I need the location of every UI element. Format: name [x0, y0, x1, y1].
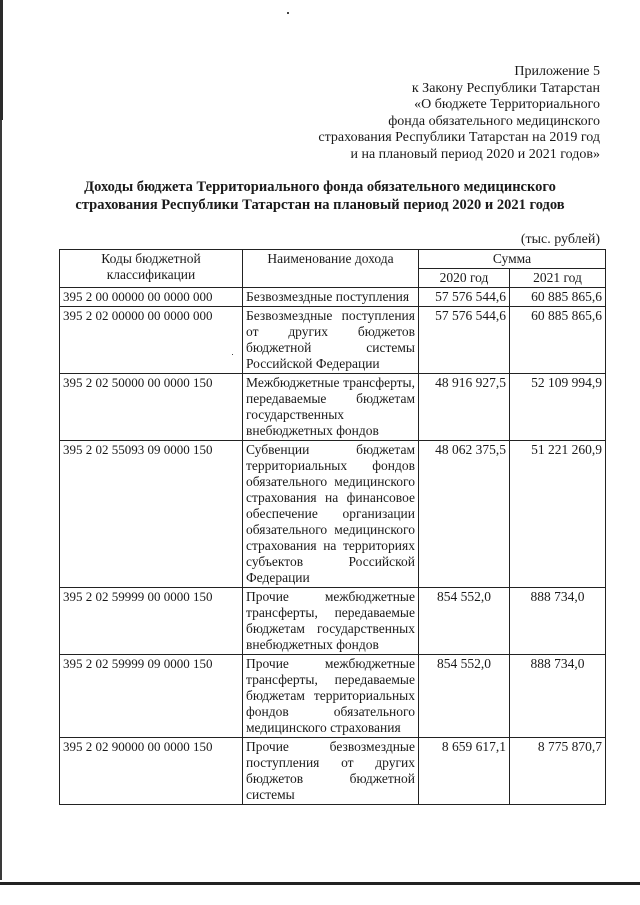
- cell-2021: 60 885 865,6: [510, 307, 606, 374]
- header-year-2021: 2021 год: [510, 269, 606, 288]
- cell-2020: 854 552,0: [419, 588, 510, 655]
- units-label: (тыс. рублей): [520, 232, 600, 247]
- cell-name: Субвенции бюджетам территориальных фондов обязательного медицинского страхования на финансовое обеспечение организации обязательного медицинского страхования на территориях субъектов Российской Федерации: [243, 441, 419, 588]
- scan-edge-left: [0, 120, 2, 880]
- scan-edge-bottom: [0, 882, 640, 885]
- table-row: [60, 441, 606, 588]
- header-code: Коды бюджетной классификации: [60, 250, 243, 288]
- cell-2021: 52 109 994,9: [510, 374, 606, 441]
- cell-code: 395 2 02 50000 00 0000 150: [60, 374, 243, 441]
- cell-code: 395 2 02 00000 00 0000 000: [60, 307, 243, 374]
- header-name: Наименование дохода: [243, 250, 419, 288]
- appendix-line: страхования Республики Татарстан на 2019 год: [318, 130, 600, 145]
- scan-speck: [287, 12, 289, 14]
- appendix-line: к Закону Республики Татарстан: [411, 80, 600, 96]
- cell-2020: 48 062 375,5: [419, 441, 510, 588]
- header-sum: Сумма: [419, 250, 606, 269]
- table-row: [60, 307, 606, 374]
- cell-name: Прочие межбюджетные трансферты, передаваемые бюджетам территориальных фондов обязательного медицинского страхования: [243, 655, 419, 738]
- cell-code: 395 2 02 59999 00 0000 150: [60, 588, 243, 655]
- cell-code: 395 2 02 55093 09 0000 150: [60, 441, 243, 588]
- cell-name: Безвозмездные поступления от других бюджетов бюджетной системы Российской Федерации: [243, 307, 419, 374]
- table-row: [60, 288, 606, 307]
- cell-name: Прочие межбюджетные трансферты, передаваемые бюджетам государственных внебюджетных фондов: [243, 588, 419, 655]
- appendix-line: Приложение 5: [514, 64, 600, 79]
- income-table: [59, 249, 606, 805]
- title-line: страхования Республики Татарстан на плановый период 2020 и 2021 годов: [75, 197, 565, 213]
- cell-2020: 57 576 544,6: [419, 307, 510, 374]
- cell-2021: 888 734,0: [510, 655, 606, 738]
- title-line: Доходы бюджета Территориального фонда обязательного медицинского: [84, 179, 556, 195]
- cell-name: Прочие безвозмездные поступления от других бюджетов бюджетной системы: [243, 738, 419, 805]
- cell-2021: 60 885 865,6: [510, 288, 606, 307]
- appendix-block: [318, 64, 600, 163]
- table-row: [60, 374, 606, 441]
- appendix-line: и на плановый период 2020 и 2021 годов»: [350, 146, 600, 162]
- appendix-line: фонда обязательного медицинского: [388, 113, 600, 129]
- header-year-2020: 2020 год: [419, 269, 510, 288]
- cell-code: 395 2 02 59999 09 0000 150: [60, 655, 243, 738]
- cell-2020: 854 552,0: [419, 655, 510, 738]
- cell-name: Безвозмездные поступления: [243, 288, 419, 307]
- cell-2021: 51 221 260,9: [510, 441, 606, 588]
- cell-name: Межбюджетные трансферты, передаваемые бюджетам государственных внебюджетных фондов: [243, 374, 419, 441]
- cell-2021: 8 775 870,7: [510, 738, 606, 805]
- appendix-line: «О бюджете Территориального: [414, 97, 600, 112]
- cell-code: 395 2 00 00000 00 0000 000: [60, 288, 243, 307]
- cell-2020: 8 659 617,1: [419, 738, 510, 805]
- cell-code: 395 2 02 90000 00 0000 150: [60, 738, 243, 805]
- cell-2020: 48 916 927,5: [419, 374, 510, 441]
- cell-2021: 888 734,0: [510, 588, 606, 655]
- table-row: [60, 655, 606, 738]
- scan-edge-top: [0, 0, 3, 120]
- document-title: [20, 178, 620, 214]
- table-row: [60, 738, 606, 805]
- table-row: [60, 588, 606, 655]
- cell-2020: 57 576 544,6: [419, 288, 510, 307]
